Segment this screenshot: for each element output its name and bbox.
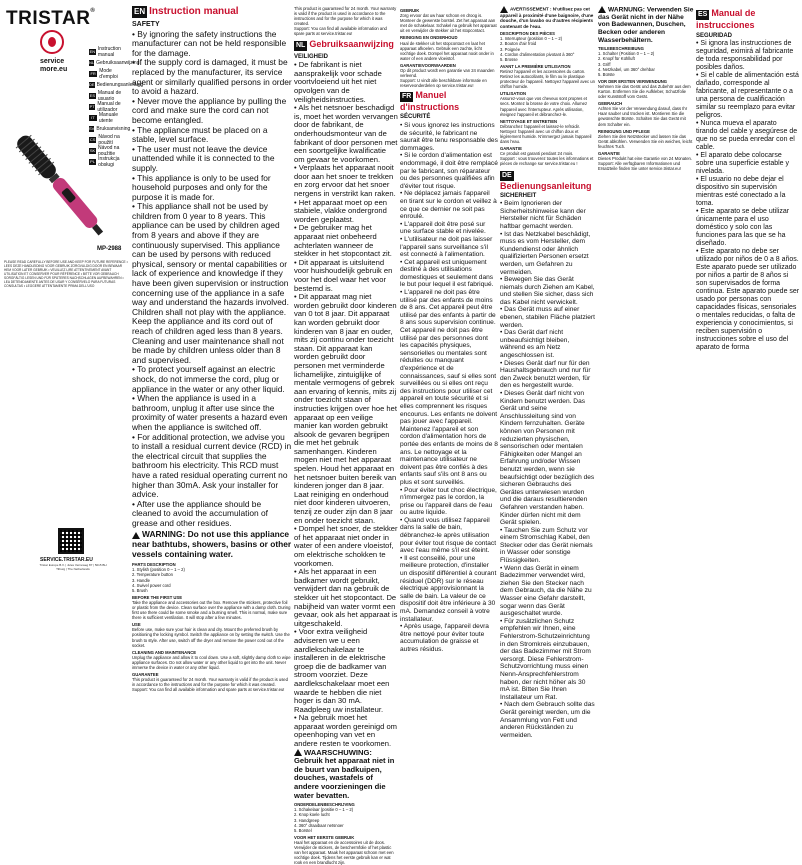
de-safety: SICHERHEIT • Beim Ignorieren der Sicherheitshinweise kann der Hersteller nicht für Schäden haftbar gemacht werden. • Ist das Netzkabel beschädigt, muss es vom Hersteller, dem Kundendienst oder ähnlich qualifizierten Personen ersetzt werden, um Gefahren zu vermeiden. • Bewegen Sie das Gerät niemals durch Ziehen am Kabel, und stellen Sie sicher, dass sich das Kabel nicht verwickelt. • Das Gerät muss auf einer ebenen, stabilen Fläche platziert werden. • Das Gerät darf nicht unbeaufsichtigt bleiben, während es am Netz angeschlossen ist. • Dieses Gerät darf nur für den Haushaltsgebrauch und nur für den Zweck benutzt werden, für den es hergestellt wurde. • Dieses Gerät darf nicht von Kindern benutzt werden. Das Gerät und seine Anschlussleitung sind von Kindern fernzuhalten. Geräte können von Personen mit reduzierten physischen, sensorischen oder mentalen Fähigkeiten oder Mangel an Erfahrung und/oder Wissen benutzt werden, wenn sie beaufsichtigt oder bezüglich des sicheren Gebrauchs des Gerätes unterwiesen wurden und die daraus resultierenden Gefahren verstanden haben. Kinder dürfen nicht mit dem Gerät spielen. • Tauchen Sie zum Schutz vor einem Stromschlag Kabel, den Stecker oder das Gerät niemals in Wasser oder sonstige Flüssigkeiten. • Wenn das Gerät in einem Badezimmer verwendet wird, ziehen Sie den Stecker nach dem Gebrauch, da die Nähe zu Wasser eine Gefahr darstellt, sogar wenn das Gerät ausgeschaltet wurde. • Für zusätzlichen Schutz empfehlen wir Ihnen, eine Fehlerstrom-Schutzeinrichtung in den Stromkreis einzubauen, der das Badezimmer mit Strom versorgt. Diese Fehlerstrom-Schutzvorrichtung muss einen Nenn-Ansprechfehlerstrom haben, der nicht höher als 30 mA ist. Bitten Sie Ihren Installateur um Rat. • Nach dem Gebrauch sollte das Gerät gereinigt werden, um die Ansammlung von Fett und anderen Rückständen zu vermeiden. bbox=[500, 193, 596, 740]
column-en bbox=[132, 6, 292, 693]
warning-icon bbox=[132, 532, 140, 539]
service-website[interactable]: SERVICE.TRISTAR.EU bbox=[40, 557, 93, 563]
column-nl-details: GEBRUIK Zorg ervoor dat uw haar schoon en droog is. Monteer de gewenste borstel. Zet het apparaat aan met de schakelaar. Schakel na gebruik het apparaat uit en verwijder de stekker uit het stopcontact. REINIGING EN ONDERHOUD Haal de stekker uit het stopcontact en laat het apparaat afkoelen. Gebruik een zachte, licht vochtige doek. Dompel het apparaat nooit onder in water of een andere vloeistof. GARANTIEVOORWAARDEN Op dit product wordt een garantie van 24 maanden verleend. Support: U vindt alle beschikbare informatie en reserveonderdelen op service.tristar.eu! FR Manuel d'instructions SÉCURITÉ • Si vous ignorez les instructions de sécurité, le fabricant ne saurait être tenu responsable des dommages. • Si le cordon d'alimentation est endommagé, il doit être remplacé par le fabricant, son réparateur ou des personnes qualifiées afin d'éviter tout risque. • Ne déplacez jamais l'appareil en tirant sur le cordon et veillez à ce que ce dernier ne soit pas enroulé. • L'appareil doit être posé sur une surface stable et nivelée. • L'utilisateur ne doit pas laisser l'appareil sans surveillance s'il est connecté à l'alimentation. • Cet appareil est uniquement destiné à des utilisations domestiques et seulement dans le but pour lequel il est fabriqué. • L'appareil ne doit pas être utilisé par des enfants de moins de 8 ans. Cet appareil peut être utilisé par des enfants à partir de 8 ans sous supervision continue. Cet appareil ne doit pas être utilisé par des personnes dont les capacités physiques, sensorielles ou mentales sont réduites ou manquant d'expérience et de connaissances, sauf si elles sont surveillées ou si elles ont reçu des instructions pour utiliser cet appareil en toute sécurité et si elles comprennent les risques encourus. Les enfants ne doivent pas jouer avec l'appareil. Maintenez l'appareil et son cordon d'alimentation hors de portée des enfants de moins de 8 ans. Le nettoyage et la maintenance utilisateur ne doivent pas être confiés à des enfants sauf s'ils ont 8 ans ou plus et sont surveillés. • Pour éviter tout choc électrique, n'immergez pas le cordon, la prise ou l'appareil dans de l'eau ou autre liquide. • Quand vous utilisez l'appareil dans la salle de bain, débranchez-le après utilisation pour éviter tout risque de contact avec l'eau même s'il est éteint. • Il est conseillé, pour une meilleure protection, d'installer un dispositif différentiel à courant résiduel (DDR) sur le réseau électrique approvisionnant la salle de bain. La valeur de ce dispositif doit être inférieure à 30 mA. Demandez conseil à votre installateur. • Après usage, l'appareil devra être nettoyé pour éviter toute accumulation de graisse et autres résidus. bbox=[400, 6, 498, 572]
section-heading-nl: NL Gebruiksaanwijzing bbox=[296, 38, 394, 49]
cover-panel bbox=[0, 0, 144, 575]
multilingual-notice: PLEASE READ CAREFULLY BEFORE USE AND KEEP FOR FUTURE REFERENCE • LEES DEZE HANDLEIDING VOOR GEBRUIK ZORGVULDIG DOOR EN BEWAAR HEM VOOR LATER GEBRUIK • VEUILLEZ LIRE ATTENTIVEMENT AVANT UTILISATION ET CONSERVER POUR RÉFÉRENCE • BITTE VOR GEBRAUCH SORGFÄLTIG LESEN UND FÜR SPÄTERES NACHSCHLAGEN AUFBEWAHREN • LEA DETENIDAMENTE ANTES DE USAR Y CONSÉRVELO PARA FUTURAS CONSULTAS • LEGGERE ATTENTAMENTE PRIMA DELL'USO bbox=[4, 260, 128, 288]
en-warning: WARNING: Do not use this appliance near bathtubs, showers, basins or other vessels containing water. bbox=[132, 529, 292, 559]
hot-air-brush-image bbox=[14, 122, 112, 252]
en-details: PARTS DESCRIPTION 1. Stylish (position 0 – 1 – 2) 2. Temperature button 3. Handle 4. Swivel power cord 5. Brush BEFORE THE FIRST USE Take the appliance and accessories out the box. Remove the stickers, protective foil or plastic from the device. Clean surface over the appliance with a damp cloth. During first use there could be some smoke and a burning smell. This is normal, make sure there is sufficient ventilation. It will stop after a few minutes. USE Before use, make sure your hair is clean and dry. Mount the preferred brush by positioning the locking symbol. Switch the appliance on by setting the switch. Use the brush to style. After use, switch off the dryer and remove the power cord out of the socket. CLEANING AND MAINTENANCE Unplug the appliance and allow it to cool down. Use a soft, slightly damp cloth to wipe appliance surfaces. Do not allow water or any other liquid to get into the unit. Never immerse the device in water or any other liquid. GUARANTEE This product is guaranteed for 24 month. Your warranty is valid if the product is used in accordance to the instructions and for the purpose for which it was created. Support: You can find all available information and spare parts at service.tristar.eu! bbox=[132, 562, 291, 693]
language-item: IT Manuale utente bbox=[89, 112, 129, 123]
column-de-details: WARNUNG: Verwenden Sie das Gerät nicht in der Nähe von Badewannen, Duschen, Becken oder anderen Wasserbehältern. TEILEBESCHREIBUNG 1. Schalter (Position 0 – 1 – 2) 2. Knopf für Kühlluft 3. Griff 4. Netzkabel, um 360° drehbar 5. Bürste VOR DER ERSTEN VERWENDUNG Nehmen Sie das Gerät und das Zubehör aus dem Karton. Entfernen Sie die Aufkleber, Schutzfolie oder Kunststoff vom Gerät. GEBRAUCH Achten Sie vor der Verwendung darauf, dass Ihr Haar sauber und trocken ist. Montieren Sie die gewünschte Bürste. Schalten Sie das Gerät mit dem Schalter ein. REINIGUNG UND PFLEGE Ziehen Sie den Netzstecker und lassen Sie das Gerät abkühlen. Verwenden Sie ein weiches, leicht feuchtes Tuch. GARANTIE Dieses Produkt hat eine Garantie von 24 Monaten. Support: Alle verfügbaren Informationen und Ersatzteile finden Sie unter service.tristar.eu! bbox=[598, 6, 694, 172]
language-item: FR Mode d'emploi bbox=[90, 67, 118, 80]
service-icon bbox=[40, 30, 64, 54]
language-item: SK Návod na použitie bbox=[89, 144, 120, 157]
brand-logo: TRISTAR® bbox=[6, 8, 96, 29]
company-address: Tristar Europe B.V. | Jules Verneweg 87 | 5015 BH Tilburg | The Netherlands bbox=[39, 563, 107, 571]
warning-icon bbox=[500, 6, 508, 13]
language-item: PL Instrukcja obsługi bbox=[90, 155, 120, 168]
language-item: PT Manual de utilizador bbox=[89, 100, 121, 113]
section-heading-de: DEBedienungsanleitung bbox=[500, 171, 592, 191]
column-fr-details: AVERTISSEMENT : N'utilisez pas cet appareil à proximité d'une baignoire, d'une douche, d'un lavabo ou d'autres récipients contenant de l'eau. DESCRIPTION DES PIÈCES 1. Interrupteur (position 0 – 1 – 2) 2. Bouton d'air froid 3. Poignée 4. Cordon d'alimentation pivotant à 360° 5. Brosse AVANT LA PREMIÈRE UTILISATION Retirez l'appareil et les accessoires du carton. Retirez les autocollants, le film ou le plastique protecteur de l'appareil. Nettoyez l'appareil avec un chiffon humide. UTILISATION Assurez-vous que vos cheveux sont propres et secs. Montez la brosse de votre choix. Allumez l'appareil avec l'interrupteur. Après utilisation, éteignez l'appareil et débranchez-le. NETTOYAGE ET ENTRETIEN Débranchez l'appareil et laissez-le refroidir. Nettoyez l'appareil avec un chiffon doux et légèrement humide. N'immergez jamais l'appareil dans l'eau. GARANTIE Ce produit est garanti pendant 24 mois. Support : vous trouverez toutes les informations et pièces de rechange sur service.tristar.eu ! DEBedienungsanleitung SICHERHEIT • Beim Ignorieren der Sicherheitshinweise kann der Hersteller nicht für Schäden haftbar gemacht werden. • Ist das Netzkabel beschädigt, muss es vom Hersteller, dem Kundendienst oder ähnlich qualifizierten Personen ersetzt werden, um Gefahren zu vermeiden. • Bewegen Sie das Gerät niemals durch Ziehen am Kabel, und stellen Sie sicher, dass sich das Kabel nicht verwickelt. • Das Gerät muss auf einer ebenen, stabilen Fläche platziert werden. • Das Gerät darf nicht unbeaufsichtigt bleiben, während es am Netz angeschlossen ist. • Dieses Gerät darf nur für den Haushaltsgebrauch und nur für den Zweck benutzt werden, für den es hergestellt wurde. • Dieses Gerät darf nicht von Kindern benutzt werden. Das Gerät und seine Anschlussleitung sind von Kindern fernzuhalten. Geräte können von Personen mit reduzierten physischen, sensorischen oder mentalen Fähigkeiten oder Mangel an Erfahrung und/oder Wissen benutzt werden, wenn sie beaufsichtigt oder bezüglich des sicheren Gebrauchs des Gerätes unterwiesen wurden und die daraus resultierenden Gefahren verstanden haben. Kinder dürfen nicht mit dem Gerät spielen. • Tauchen Sie zum Schutz vor einem Stromschlag Kabel, den Stecker oder das Gerät niemals in Wasser oder sonstige Flüssigkeiten. • Wenn das Gerät in einem Badezimmer verwendet wird, ziehen Sie den Stecker nach dem Gebrauch, da die Nähe zu Wasser eine Gefahr darstellt, sogar wenn das Gerät ausgeschaltet wurde. • Für zusätzlichen Schutz empfehlen wir Ihnen, eine Fehlerstrom-Schutzeinrichtung in den Stromkreis einzubauen, der das Badezimmer mit Strom versorgt. Diese Fehlerstrom-Schutzvorrichtung muss einen Nenn-Ansprechfehlerstrom haben, der nicht höher als 30 mA ist. Bitten Sie Ihren Installateur um Rat. • Nach dem Gebrauch sollte das Gerät gereinigt werden, um die Ansammlung von Fett und anderen Rückständen zu vermeiden. bbox=[500, 6, 596, 572]
language-item: EN Instruction manual bbox=[89, 45, 121, 58]
service-label: service more.eu bbox=[40, 58, 68, 73]
nl-warning: WAARSCHUWING: Gebruik het apparaat niet in de buurt van badkuipen, douches, wastafels of andere voorzieningen die water bevatten. bbox=[294, 747, 395, 800]
model-number: MP-2988 bbox=[97, 246, 122, 252]
es-safety: SEGURIDAD • Si ignora las instrucciones de seguridad, eximirá al fabricante de toda responsabilidad por posibles daños. • Si el cable de alimentación está dañado, corresponde al fabricante, al representante o a una persona de cualificación similar su reemplazo para evitar peligros. • Nunca mueva el aparato tirando del cable y asegúrese de que no se pueda enredar con el cable. • El aparato debe colocarse sobre una superficie estable y nivelada. • El usuario no debe dejar el dispositivo sin supervisión mientras esté conectado a la toma. • Este aparato se debe utilizar únicamente para el uso doméstico y solo con las funciones para las que se ha diseñado. • Este aparato no debe ser utilizado por niños de 0 a 8 años. Este aparato puede ser utilizado por niños a partir de 8 años si son supervisados de forma continua. Este aparato puede ser usado por personas con capacidades físicas, sensoriales o mentales reducidas, o falta de experiencia y conocimientos, si reciben supervisión o instrucciones sobre el uso del aparato de forma bbox=[696, 32, 800, 352]
qr-code[interactable] bbox=[58, 528, 84, 554]
fr-warning: AVERTISSEMENT : N'utilisez pas cet appareil à proximité d'une baignoire, d'une douche, d'un lavabo ou d'autres récipients contenant de l'eau. bbox=[500, 6, 594, 29]
nl-safety: VEILIGHEID • De fabrikant is niet aansprakelijk voor schade voortvloeiend uit het niet opvolgen van de veiligheidsinstructies. • Als het netsnoer beschadigd is, moet het worden vervangen door de fabrikant, de onderhoudsmonteur van de fabrikant of door personen met een soortgelijke kwalificatie om gevaar te voorkomen. • Verplaats het apparaat nooit door aan het snoer te trekken en zorg ervoor dat het snoer nergens in verstrikt kan raken. • Het apparaat moet op een stabiele, vlakke ondergrond worden geplaatst. • De gebruiker mag het apparaat niet onbeheerd achterlaten wanneer de stekker in het stopcontact zit. • Dit apparaat is uitsluitend voor huishoudelijk gebruik en voor het doel waar het voor bestemd is. • Dit apparaat mag niet worden gebruikt door kinderen van 0 tot 8 jaar. Dit apparaat kan worden gebruikt door kinderen van 8 jaar en ouder, mits zij continu onder toezicht staan. Dit apparaat kan worden gebruikt door personen met verminderde lichamelijke, zintuiglijke of mentale vermogens of gebrek aan ervaring of kennis, mits zij onder toezicht staan of instructies krijgen over hoe het apparaat op een veilige manier kan worden gebruikt alsook de gevaren begrijpen die met het gebruik samenhangen. Kinderen mogen niet met het apparaat spelen. Houd het apparaat en het netsnoer buiten bereik van kinderen jonger dan 8 jaar. Laat reiniging en onderhoud niet door kinderen uitvoeren, tenzij ze ouder zijn dan 8 jaar en onder toezicht staan. • Dompel het snoer, de stekker of het apparaat niet onder in water of een andere vloeistof, om elektrische schokken te voorkomen. • Als het apparaat in een badkamer wordt gebruikt, verwijdert dan na gebruik de stekker uit het stopcontact. De nabijheid van water vormt een gevaar, ook als het apparaat is uitgeschakeld. • Voor extra veiligheid adviseren we u een aardlekschakelaar te installeren in de elektrische groep die de badkamer van stroom voorziet. Deze aardlekschakelaar moet een waarde te hebben die niet hoger is dan 30 mA. Raadpleeg uw installateur. • Na gebruik moet het apparaat worden gereinigd om opeenhoping van vet en andere resten te voorkomen. bbox=[294, 53, 398, 749]
section-heading-en: EN Instruction manual bbox=[134, 6, 239, 17]
en-guarantee-text: This product is guaranteed for 24 month. Your warranty is valid if the product is used in accordance to the instructions and for the purpose for which it was created. bbox=[294, 6, 397, 27]
language-item: ES Manual de usuario bbox=[89, 89, 122, 102]
warning-icon bbox=[294, 749, 302, 756]
column-en-continued: This product is guaranteed for 24 month. Your warranty is valid if the product is used in accordance to the instructions and for the purpose for which it was created. Support: You can find all available information and spare parts at service.tristar.eu! NL Gebruiksaanwijzing VEILIGHEID • De fabrikant is niet aansprakelijk voor schade voortvloeiend uit het niet opvolgen van de veiligheidsinstructies. • Als het netsnoer beschadigd is, moet het worden vervangen door de fabrikant, de onderhoudsmonteur van de fabrikant of door personen met een soortgelijke kwalificatie om gevaar te voorkomen. • Verplaats het apparaat nooit door aan het snoer te trekken en zorg ervoor dat het snoer nergens in verstrikt kan raken. • Het apparaat moet op een stabiele, vlakke ondergrond worden geplaatst. • De gebruiker mag het apparaat niet onbeheerd achterlaten wanneer de stekker in het stopcontact zit. • Dit apparaat is uitsluitend voor huishoudelijk gebruik en voor het doel waar het voor bestemd is. • Dit apparaat mag niet worden gebruikt door kinderen van 0 tot 8 jaar. Dit apparaat kan worden gebruikt door kinderen van 8 jaar en ouder, mits zij continu onder toezicht staan. Dit apparaat kan worden gebruikt door personen met verminderde lichamelijke, zintuiglijke of mentale vermogens of gebrek aan ervaring of kennis, mits zij onder toezicht staan of instructies krijgen over hoe het apparaat op een veilige manier kan worden gebruikt alsook de gevaren begrijpen die met het gebruik samenhangen. Kinderen mogen niet met het apparaat spelen. Houd het apparaat en het netsnoer buiten bereik van kinderen jonger dan 8 jaar. Laat reiniging en onderhoud niet door kinderen uitvoeren, tenzij ze ouder zijn dan 8 jaar en onder toezicht staan. • Dompel het snoer, de stekker of het apparaat niet onder in water of een andere vloeistof, om elektrische schokken te voorkomen. • Als het apparaat in een badkamer wordt gebruikt, verwijdert dan na gebruik de stekker uit het stopcontact. De nabijheid van water vormt een gevaar, ook als het apparaat is uitgeschakeld. • Voor extra veiligheid adviseren we u een aardlekschakelaar te installeren in de elektrische groep die de badkamer van stroom voorziet. Deze aardlekschakelaar moet een waarde te hebben die niet hoger is dan 30 mA. Raadpleeg uw installateur. • Na gebruik moet het apparaat worden gereinigd om opeenhoping van vet en andere resten te voorkomen. WAARSCHUWING: Gebruik het apparaat niet in de buurt van badkuipen, douches, wastafels of andere voorzieningen die water bevatten. ONDERDELENBESCHRIJVING 1. Schakelaar (positie 0 – 1 – 2) 2. Knop koele lucht 3. Handgreep 4. 360° draaibaar netsnoer 5. Borstel VOOR HET EERSTE GEBRUIK Haal het apparaat en de accessoires uit de doos. Verwijder de stickers, de beschermfolie of het plastic van het apparaat. Maak het apparaat schoon met een vochtige doek. Tijdens het eerste gebruik kan er wat rook en een brandlucht zijn. bbox=[294, 6, 398, 572]
column-es bbox=[696, 6, 800, 572]
language-item: CS Návod na použití bbox=[89, 133, 120, 146]
section-heading-es: ES Manual de instrucciones bbox=[696, 8, 756, 30]
language-item: SV Bruksanvisning bbox=[89, 125, 131, 132]
language-item: NL Gebruiksaanwijzing bbox=[89, 59, 140, 66]
section-heading-fr: FR Manuel d'instructions bbox=[400, 90, 460, 113]
de-warning: WARNUNG: Verwenden Sie das Gerät nicht in der Nähe von Badewannen, Duschen, Becken oder anderen Wasserbehältern. bbox=[598, 6, 694, 44]
en-support-text: Support: You can find all available information and spare parts at service.tristar.eu! bbox=[294, 26, 387, 37]
fr-safety: SÉCURITÉ • Si vous ignorez les instructions de sécurité, le fabricant ne saurait être tenu responsable des dommages. • Si le cordon d'alimentation est endommagé, il doit être remplacé par le fabricant, son réparateur ou des personnes qualifiées afin d'éviter tout risque. • Ne déplacez jamais l'appareil en tirant sur le cordon et veillez à ce que ce dernier ne soit pas enroulé. • L'appareil doit être posé sur une surface stable et nivelée. • L'utilisateur ne doit pas laisser l'appareil sans surveillance s'il est connecté à l'alimentation. • Cet appareil est uniquement destiné à des utilisations domestiques et seulement dans le but pour lequel il est fabriqué. • L'appareil ne doit pas être utilisé par des enfants de moins de 8 ans. Cet appareil peut être utilisé par des enfants à partir de 8 ans sous supervision continue. Cet appareil ne doit pas être utilisé par des personnes dont les capacités physiques, sensorielles ou mentales sont réduites ou manquant d'expérience et de connaissances, sauf si elles sont surveillées ou si elles ont reçu des instructions pour utiliser cet appareil en toute sécurité et si elles comprennent les risques encourus. Les enfants ne doivent pas jouer avec l'appareil. Maintenez l'appareil et son cordon d'alimentation hors de portée des enfants de moins de 8 ans. Le nettoyage et la maintenance utilisateur ne doivent pas être confiés à des enfants sauf s'ils ont 8 ans ou plus et sont surveillés. • Pour éviter tout choc électrique, n'immergez pas le cordon, la prise ou l'appareil dans de l'eau ou autre liquide. • Quand vous utilisez l'appareil dans la salle de bain, débranchez-le après utilisation pour éviter tout risque de contact avec l'eau même s'il est éteint. • Il est conseillé, pour une meilleure protection, d'installer un dispositif différentiel à courant résiduel (DDR) sur le réseau électrique approvisionnant la salle de bain. La valeur de ce dispositif doit être inférieure à 30 mA. Demandez conseil à votre installateur. • Après usage, l'appareil devra être nettoyé pour éviter toute accumulation de graisse et autres résidus. bbox=[400, 114, 498, 653]
en-safety: SAFETY • By ignoring the safety instructions the manufacturer can not be held responsible for the damage. • If the supply cord is damaged, it must be replaced by the manufacturer, its service agent or similarly qualified persons in order to avoid a hazard. • Never move the appliance by pulling the cord and make sure the cord can not become entangled. • The appliance must be placed on a stable, level surface. • The user must not leave the device unattended while it is connected to the supply. • This appliance is only to be used for household purposes and only for the purpose it is made for. • This appliance shall not be used by children from 0 year to 8 years. This appliance can be used by children aged from 8 years and above if they are continuously supervised. This appliance can be used by persons with reduced physical, sensory or mental capabilities or lack of experience and knowledge if they have been given supervision or instruction concerning use of the appliance in a safe way and understand the hazards involved. Children shall not play with the appliance. Keep the appliance and its cord out of reach of children aged less than 8 years. Cleaning and user maintenance shall not be made by children unless older than 8 and supervised. • To protect yourself against an electric shock, do not immerse the cord, plug or appliance in the water or any other liquid. • When the appliance is used in a bathroom, unplug it after use since the proximity of water presents a hazard even when the appliance is switched off. • For additional protection, we advise you to install a residual current device (RCD) in the electrical circuit that supplies the bathroom his electricity. This RCD must have a rated residual operating current no higher than 30mA. Ask your installer for advice. • After use the appliance should be cleaned to avoid the accumulation of grease and other residues. bbox=[132, 20, 292, 528]
warning-icon bbox=[598, 6, 606, 13]
language-item: DE Bedienungsanleitung bbox=[89, 81, 144, 88]
